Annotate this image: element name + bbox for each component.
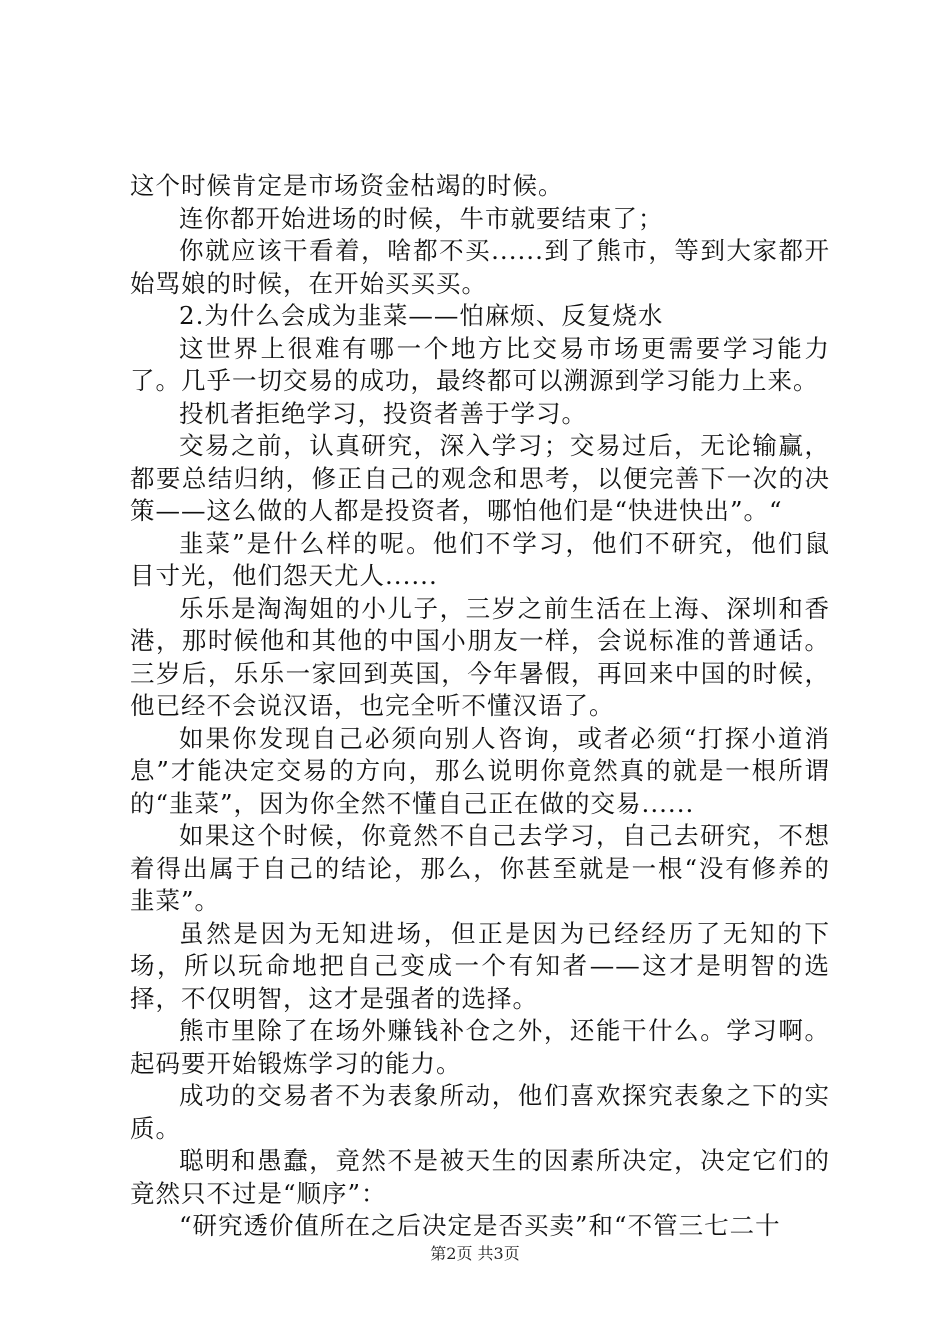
paragraph: 乐乐是淘淘姐的小儿子，三岁之前生活在上海、深圳和香港，那时候他和其他的中国小朋友一样，会说标准的普通话。三岁后，乐乐一家回到英国，今年暑假，再回来中国的时候，他已经不会说汉语，也完全听不懂汉语了。	[130, 593, 830, 720]
paragraph: “研究透价值所在之后决定是否买卖”和“不管三七二十	[179, 1211, 781, 1240]
paragraph: 成功的交易者不为表象所动，他们喜欢探究表象之下的实质。	[130, 1081, 830, 1143]
paragraph: 交易之前，认真研究，深入学习；交易过后，无论输赢，都要总结归纳，修正自己的观念和思考，以便完善下一次的决策——这么做的人都是投资者，哪怕他们是“快进快出”。“	[130, 431, 830, 525]
body-text	[130, 170, 830, 1243]
paragraph: 如果你发现自己必须向别人咨询，或者必须“打探小道消息”才能决定交易的方向，那么说明你竟然真的就是一根所谓的“韭菜”，因为你全然不懂自己正在做的交易......	[130, 723, 830, 818]
paragraph: 虽然是因为无知进场，但正是因为已经经历了无知的下场，所以玩命地把自己变成一个有知者——这才是明智的选择，不仅明智，这才是强者的选择。	[130, 918, 830, 1013]
paragraph: 连你都开始进场的时候，牛市就要结束了；	[179, 203, 664, 233]
paragraph: 这世界上很难有哪一个地方比交易市场更需要学习能力了。几乎一切交易的成功，最终都可以溯源到学习能力上来。	[130, 333, 830, 395]
paragraph: 聪明和愚蠢，竟然不是被天生的因素所决定，决定它们的竟然只不过是“顺序”：	[130, 1146, 830, 1208]
paragraph: 如果这个时候，你竟然不自己去学习，自己去研究，不想着得出属于自己的结论，那么，你甚至就是一根“没有修养的韭菜”。	[130, 821, 830, 915]
section-heading: 2.为什么会成为韭菜——怕麻烦、反复烧水	[179, 301, 664, 330]
paragraph: 这个时候肯定是市场资金枯竭的时候。	[130, 171, 564, 200]
page-number-footer: 第2页 共3页	[430, 1244, 520, 1263]
paragraph: 投机者拒绝学习，投资者善于学习。	[179, 398, 587, 428]
paragraph: 你就应该干看着，啥都不买......到了熊市，等到大家都开始骂娘的时候，在开始买买买。	[130, 236, 830, 298]
paragraph: 熊市里除了在场外赚钱补仓之外，还能干什么。学习啊。起码要开始锻炼学习的能力。	[130, 1016, 830, 1078]
paragraph: 韭菜”是什么样的呢。他们不学习，他们不研究，他们鼠目寸光，他们怨天尤人......	[130, 528, 830, 590]
